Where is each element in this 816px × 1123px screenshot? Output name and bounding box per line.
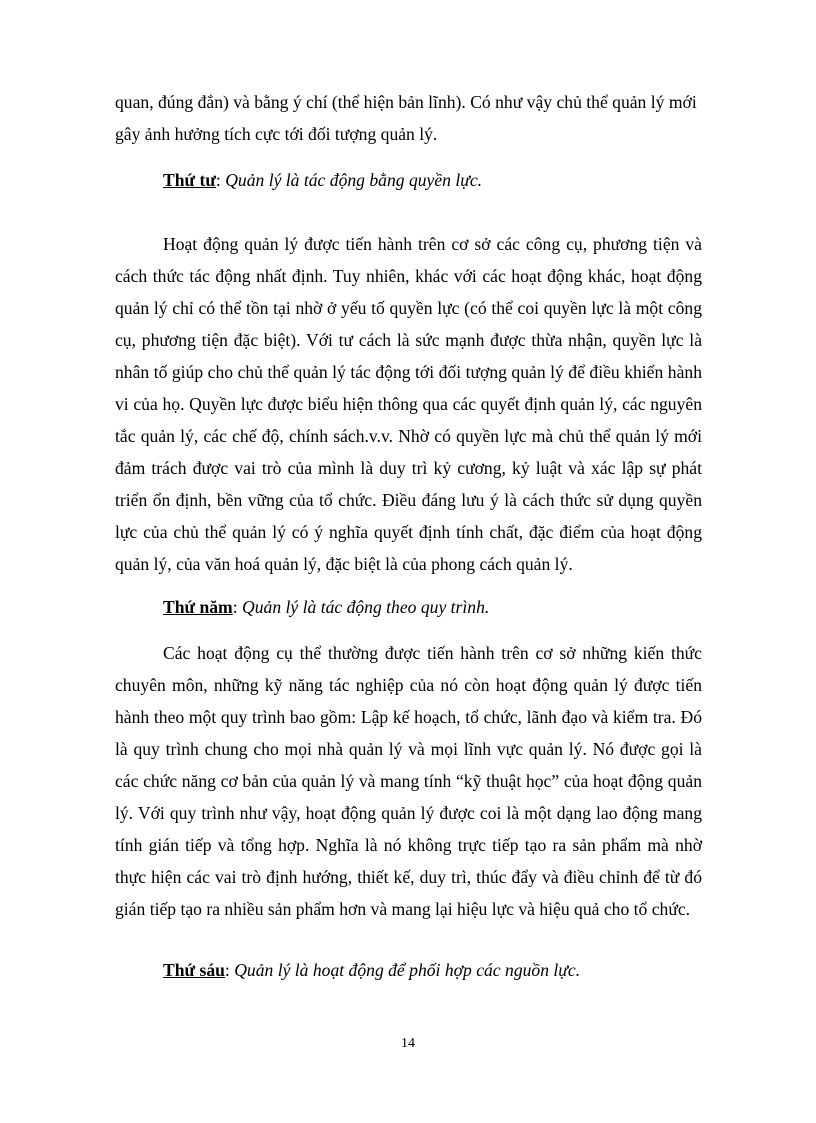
section-4-heading <box>163 164 482 196</box>
section-4-label: Thứ tư <box>163 170 216 190</box>
section-4-paragraph: Hoạt động quản lý được tiến hành trên cơ sở các công cụ, phương tiện và cách thức tác động nhất định. Tuy nhiên, khác với các hoạt động khác, hoạt động quản lý chỉ có thể tồn tại nhờ ở yếu tố quyền lực (có thể coi quyền lực là một công cụ, phương tiện đặc biệt). Với tư cách là sức mạnh được thừa nhận, quyền lực là nhân tố giúp cho chủ thể quản lý tác động tới đối tượng quản lý để điều khiển hành vi của họ. Quyền lực được biểu hiện thông qua các quyết định quản lý, các nguyên tắc quản lý, các chế độ, chính sách.v.v. Nhờ có quyền lực mà chủ thể quản lý mới đảm trách được vai trò của mình là duy trì kỷ cương, kỷ luật và xác lập sự phát triển ổn định, bền vững của tổ chức. Điều đáng lưu ý là cách thức sử dụng quyền lực của chủ thể quản lý có ý nghĩa quyết định tính chất, đặc điểm của hoạt động quản lý, của văn hoá quản lý, đặc biệt là của phong cách quản lý. <box>115 234 702 574</box>
section-5-paragraph: Các hoạt động cụ thể thường được tiến hành trên cơ sở những kiến thức chuyên môn, những kỹ năng tác nghiệp của nó còn hoạt động quản lý được tiến hành theo một quy trình bao gồm: Lập kế hoạch, tổ chức, lãnh đạo và kiểm tra. Đó là quy trình chung cho mọi nhà quản lý và mọi lĩnh vực quản lý. Nó được gọi là các chức năng cơ bản của quản lý và mang tính “kỹ thuật học” của hoạt động quản lý. Với quy trình như vậy, hoạt động quản lý được coi là một dạng lao động mang tính gián tiếp và tổng hợp. Nghĩa là nó không trực tiếp tạo ra sản phẩm mà nhờ thực hiện các vai trò định hướng, thiết kế, duy trì, thúc đẩy và điều chỉnh để từ đó gián tiếp tạo ra nhiều sản phẩm hơn và mang lại hiệu lực và hiệu quả cho tổ chức. <box>115 643 702 919</box>
section-6-subtitle: Quản lý là hoạt động để phối hợp các nguồn lực. <box>234 960 581 980</box>
intro-paragraph <box>115 86 702 150</box>
section-4-subtitle: Quản lý là tác động bằng quyền lực. <box>225 170 483 190</box>
section-6-label: Thứ sáu <box>163 960 225 980</box>
section-5-subtitle: Quản lý là tác động theo quy trình. <box>242 597 490 617</box>
intro-line-2: gây ảnh hưởng tích cực tới đối tượng quản lý. <box>115 124 438 144</box>
section-6-heading <box>163 954 580 986</box>
section-6-separator: : <box>224 960 235 980</box>
intro-line-1: quan, đúng đắn) và bằng ý chí (thể hiện bản lĩnh). Có như vậy chủ thể quản lý mới <box>115 92 697 112</box>
section-4-separator: : <box>215 170 226 190</box>
page-number: 14 <box>401 1036 415 1051</box>
section-5-heading <box>163 591 489 623</box>
section-5-separator: : <box>232 597 243 617</box>
section-5-label: Thứ năm <box>163 597 233 617</box>
